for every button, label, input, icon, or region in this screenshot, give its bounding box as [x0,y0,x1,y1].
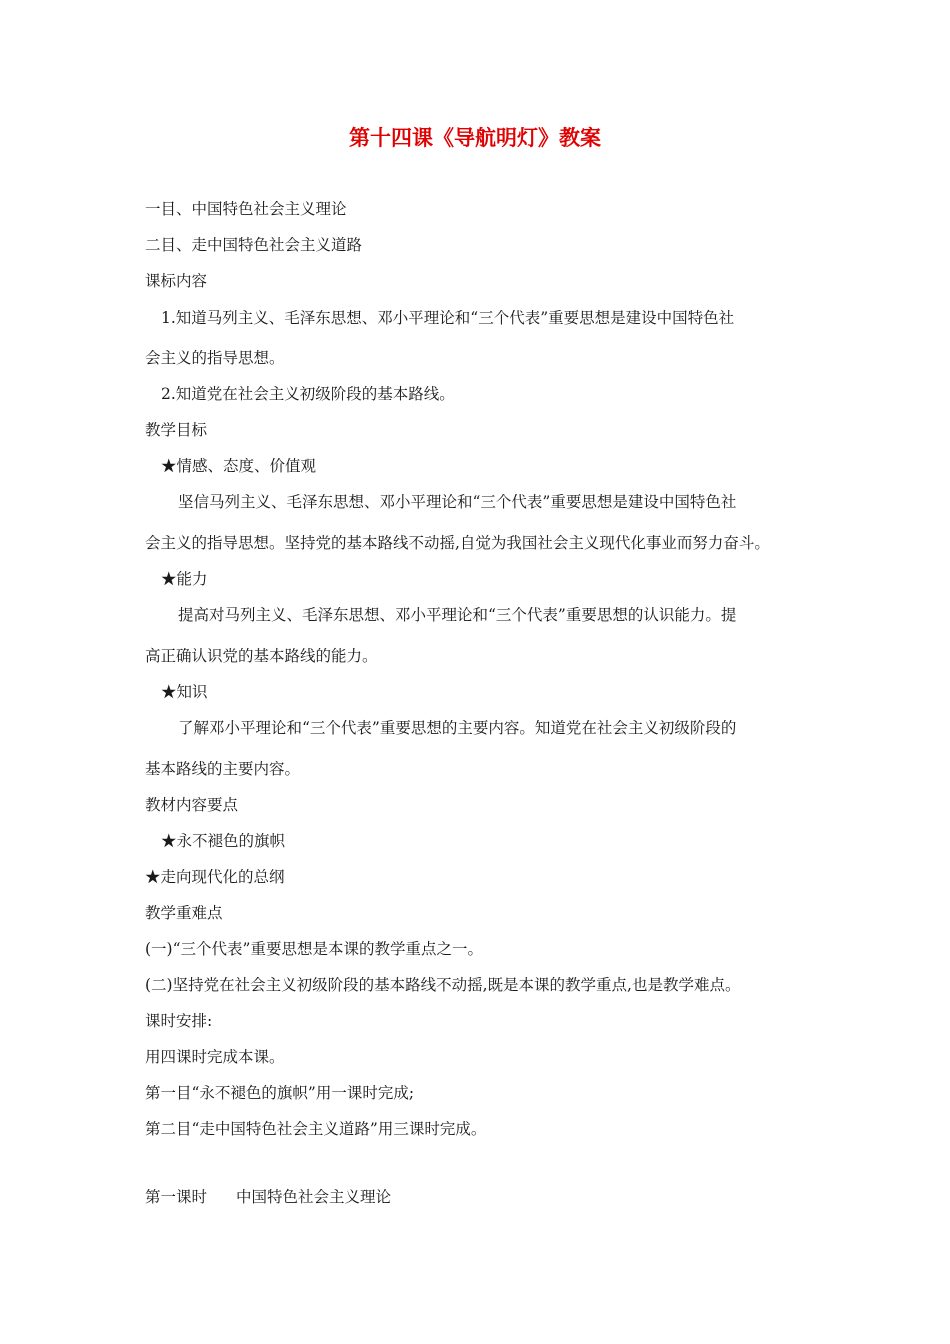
text-line: 教学目标 [145,421,208,439]
text-line: 坚信马列主义、毛泽东思想、邓小平理论和“三个代表”重要思想是建设中国特色社 [178,493,737,511]
text-line: 第一目“永不褪色的旗帜”用一课时完成; [145,1084,415,1102]
text-line: 会主义的指导思想。坚持党的基本路线不动摇,自觉为我国社会主义现代化事业而努力奋斗。 [145,534,770,552]
text-line: 基本路线的主要内容。 [145,760,301,778]
text-line: 2.知道党在社会主义初级阶段的基本路线。 [161,385,455,403]
text-line: ★能力 [161,570,208,588]
text-line: 一目、中国特色社会主义理论 [145,200,347,218]
text-line: 了解邓小平理论和“三个代表”重要思想的主要内容。知道党在社会主义初级阶段的 [178,719,737,737]
text-line: 第二目“走中国特色社会主义道路”用三课时完成。 [145,1120,487,1138]
text-line: (一)“三个代表”重要思想是本课的教学重点之一。 [145,940,483,958]
text-line: (二)坚持党在社会主义初级阶段的基本路线不动摇,既是本课的教学重点,也是教学难点。 [145,976,741,994]
text-line: ★情感、态度、价值观 [161,457,317,475]
text-line: 提高对马列主义、毛泽东思想、邓小平理论和“三个代表”重要思想的认识能力。提 [178,606,737,624]
text-line: 1.知道马列主义、毛泽东思想、邓小平理论和“三个代表”重要思想是建设中国特色社 [161,309,735,327]
text-line: 课时安排: [145,1012,213,1030]
document-title: 第十四课《导航明灯》教案 [349,126,601,150]
text-line: 教材内容要点 [145,796,239,814]
lesson-heading-label: 第一课时 [145,1188,208,1206]
text-line: ★知识 [161,683,208,701]
text-line: 教学重难点 [145,904,223,922]
text-line: 用四课时完成本课。 [145,1048,285,1066]
text-line: ★走向现代化的总纲 [145,868,285,886]
text-line: ★永不褪色的旗帜 [161,832,286,850]
text-line: 二目、走中国特色社会主义道路 [145,236,363,254]
text-line: 课标内容 [145,272,208,290]
text-line: 会主义的指导思想。 [145,349,285,367]
text-line: 高正确认识党的基本路线的能力。 [145,647,378,665]
lesson-heading-topic: 中国特色社会主义理论 [236,1188,392,1206]
